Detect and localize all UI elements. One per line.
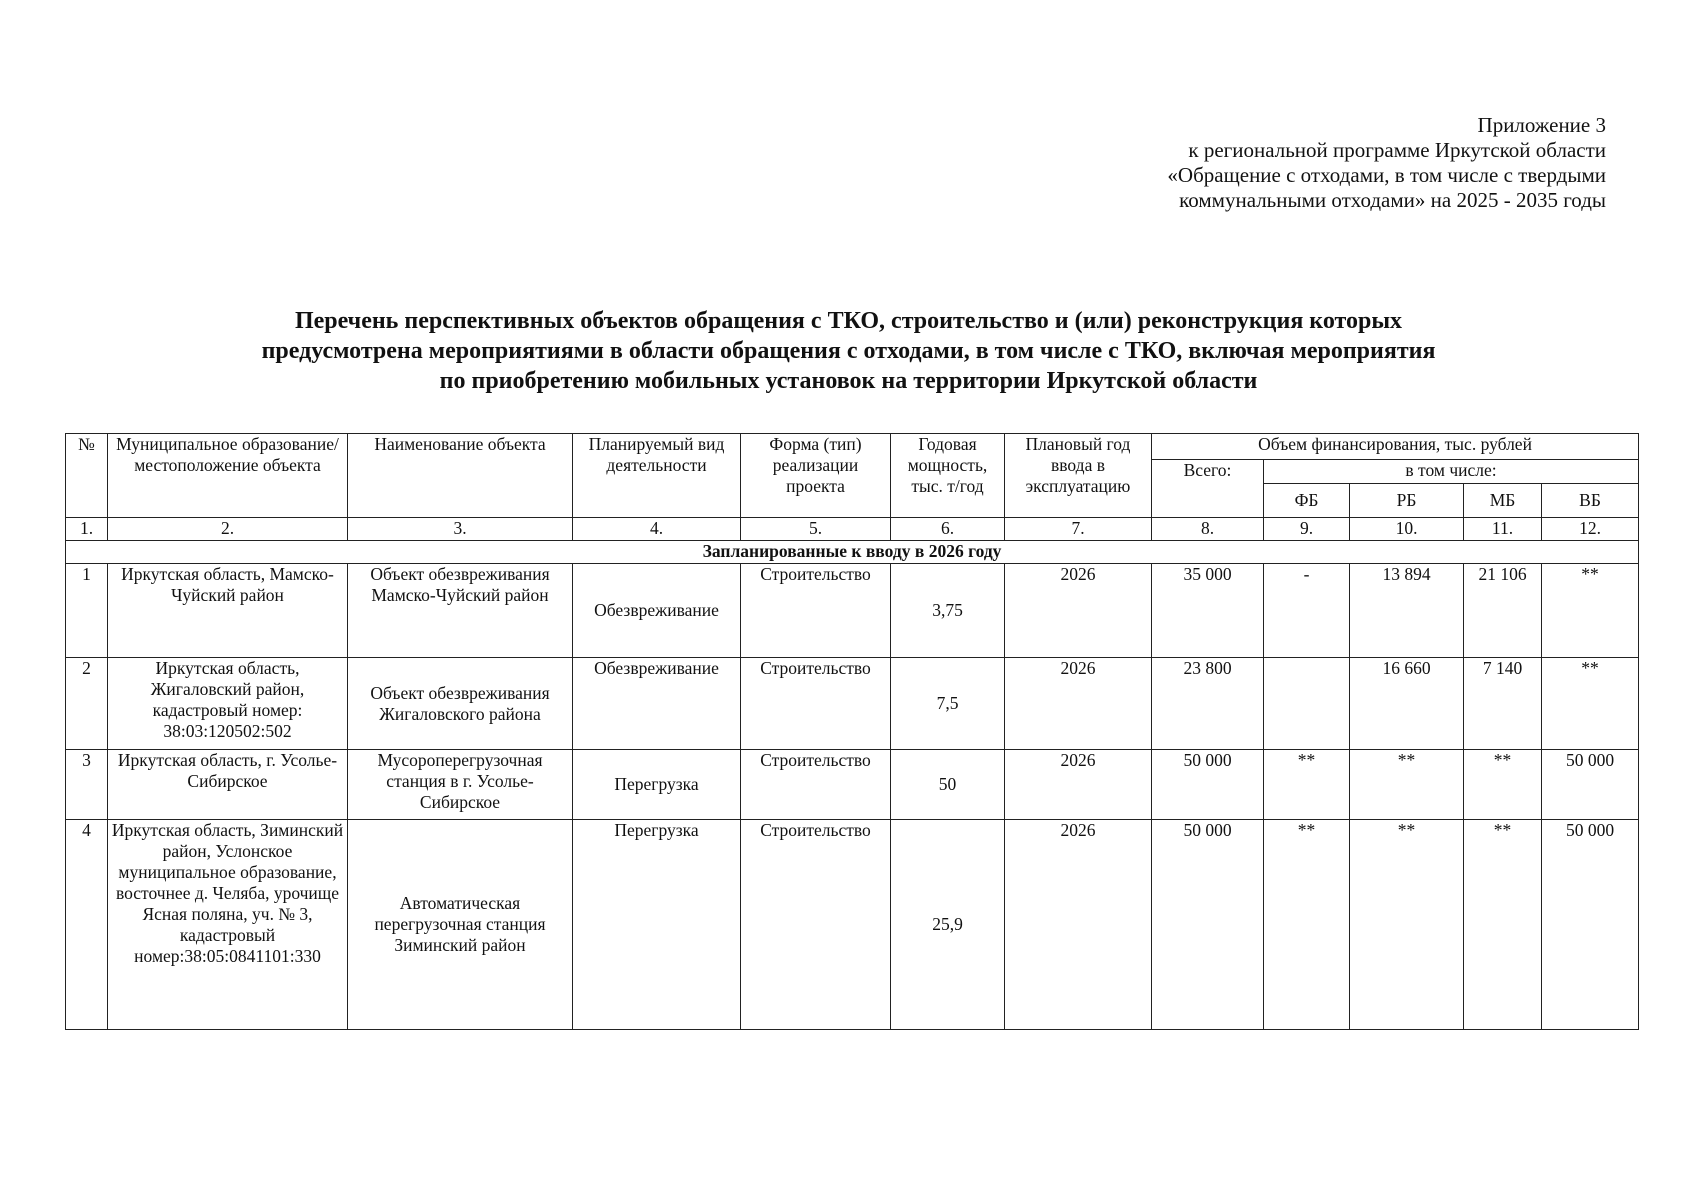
title-line-3: по приобретению мобильных установок на территории Иркутской области: [439, 368, 1258, 394]
cell-form: Строительство: [741, 658, 891, 750]
col-number: 4.: [573, 518, 741, 541]
cell-rb: 13 894: [1350, 564, 1464, 658]
cell-activity: Перегрузка: [573, 820, 741, 1030]
col-number: 2.: [108, 518, 348, 541]
cell-vb: **: [1542, 564, 1639, 658]
cell-no: 2: [66, 658, 108, 750]
cell-fb: **: [1264, 750, 1350, 820]
table-row: [66, 750, 1639, 820]
cell-capacity: 7,5: [891, 658, 1005, 750]
section-title: Запланированные к вводу в 2026 году: [66, 541, 1639, 564]
header-total: Всего:: [1152, 460, 1264, 518]
cell-fb: [1264, 658, 1350, 750]
header-row-1: [66, 434, 1639, 460]
header-activity: Планируемый вид деятельности: [573, 434, 741, 518]
col-number: 7.: [1005, 518, 1152, 541]
cell-vb: 50 000: [1542, 750, 1639, 820]
cell-object-name: Объект обезвреживания Мамско-Чуйский район: [348, 564, 573, 658]
col-number: 3.: [348, 518, 573, 541]
cell-year: 2026: [1005, 750, 1152, 820]
cell-mb: 7 140: [1464, 658, 1542, 750]
cell-activity: Перегрузка: [573, 750, 741, 820]
header-including: в том числе:: [1264, 460, 1639, 484]
table-row: [66, 820, 1639, 1030]
cell-total: 35 000: [1152, 564, 1264, 658]
cell-mb: **: [1464, 820, 1542, 1030]
cell-year: 2026: [1005, 658, 1152, 750]
title-line-1: Перечень перспективных объектов обращения с ТКО, строительство и (или) реконструкция которых: [294, 308, 1403, 334]
cell-year: 2026: [1005, 564, 1152, 658]
table-row: [66, 658, 1639, 750]
cell-municipality: Иркутская область, Мамско-Чуйский район: [108, 564, 348, 658]
col-number: 12.: [1542, 518, 1639, 541]
cell-object-name: Объект обезвреживания Жигаловского района: [348, 658, 573, 750]
col-number: 5.: [741, 518, 891, 541]
table-row: [66, 564, 1639, 658]
section-row: [66, 541, 1639, 564]
cell-municipality: Иркутская область, Зиминский район, Услонское муниципальное образование, восточнее д. Челяба, урочище Ясная поляна, уч. № 3, кадастровый номер:38:05:0841101:330: [108, 820, 348, 1030]
header-year: Плановый год ввода в эксплуатацию: [1005, 434, 1152, 518]
cell-vb: **: [1542, 658, 1639, 750]
header-mb: МБ: [1464, 484, 1542, 518]
header-form: Форма (тип) реализации проекта: [741, 434, 891, 518]
cell-no: 1: [66, 564, 108, 658]
cell-object-name: Мусороперегрузочная станция в г. Усолье-Сибирское: [348, 750, 573, 820]
header-municipality: Муниципальное образование/ местоположение объекта: [108, 434, 348, 518]
col-number: 6.: [891, 518, 1005, 541]
title-line-2: предусмотрена мероприятиями в области обращения с отходами, в том числе с ТКО, включая мероприятия: [261, 338, 1436, 364]
appendix-line-4: коммунальными отходами» на 2025 - 2035 годы: [1179, 188, 1606, 212]
appendix-line-1: Приложение 3: [1477, 113, 1606, 137]
cell-municipality: Иркутская область, г. Усолье-Сибирское: [108, 750, 348, 820]
cell-form: Строительство: [741, 564, 891, 658]
cell-capacity: 25,9: [891, 820, 1005, 1030]
document-title: [150, 306, 1547, 396]
cell-mb: 21 106: [1464, 564, 1542, 658]
cell-rb: **: [1350, 750, 1464, 820]
cell-year: 2026: [1005, 820, 1152, 1030]
col-number: 10.: [1350, 518, 1464, 541]
column-numbers-row: [66, 518, 1639, 541]
facilities-table: [65, 433, 1639, 1030]
appendix-line-3: «Обращение с отходами, в том числе с твердыми: [1167, 163, 1606, 187]
cell-total: 50 000: [1152, 750, 1264, 820]
cell-capacity: 50: [891, 750, 1005, 820]
cell-mb: **: [1464, 750, 1542, 820]
cell-capacity: 3,75: [891, 564, 1005, 658]
header-capacity: Годовая мощность, тыс. т/год: [891, 434, 1005, 518]
cell-rb: 16 660: [1350, 658, 1464, 750]
cell-form: Строительство: [741, 750, 891, 820]
col-number: 11.: [1464, 518, 1542, 541]
cell-fb: **: [1264, 820, 1350, 1030]
header-vb: ВБ: [1542, 484, 1639, 518]
cell-vb: 50 000: [1542, 820, 1639, 1030]
cell-activity: Обезвреживание: [573, 658, 741, 750]
col-number: 1.: [66, 518, 108, 541]
cell-no: 3: [66, 750, 108, 820]
header-financing: Объем финансирования, тыс. рублей: [1152, 434, 1639, 460]
cell-municipality: Иркутская область, Жигаловский район, кадастровый номер: 38:03:120502:502: [108, 658, 348, 750]
col-number: 8.: [1152, 518, 1264, 541]
header-object-name: Наименование объекта: [348, 434, 573, 518]
cell-activity: Обезвреживание: [573, 564, 741, 658]
header-fb: ФБ: [1264, 484, 1350, 518]
cell-rb: **: [1350, 820, 1464, 1030]
appendix-line-2: к региональной программе Иркутской области: [1188, 138, 1606, 162]
cell-fb: -: [1264, 564, 1350, 658]
cell-no: 4: [66, 820, 108, 1030]
cell-total: 50 000: [1152, 820, 1264, 1030]
col-number: 9.: [1264, 518, 1350, 541]
cell-total: 23 800: [1152, 658, 1264, 750]
appendix-note: [1167, 113, 1606, 213]
cell-object-name: Автоматическая перегрузочная станция Зиминский район: [348, 820, 573, 1030]
header-no: №: [66, 434, 108, 518]
header-rb: РБ: [1350, 484, 1464, 518]
cell-form: Строительство: [741, 820, 891, 1030]
